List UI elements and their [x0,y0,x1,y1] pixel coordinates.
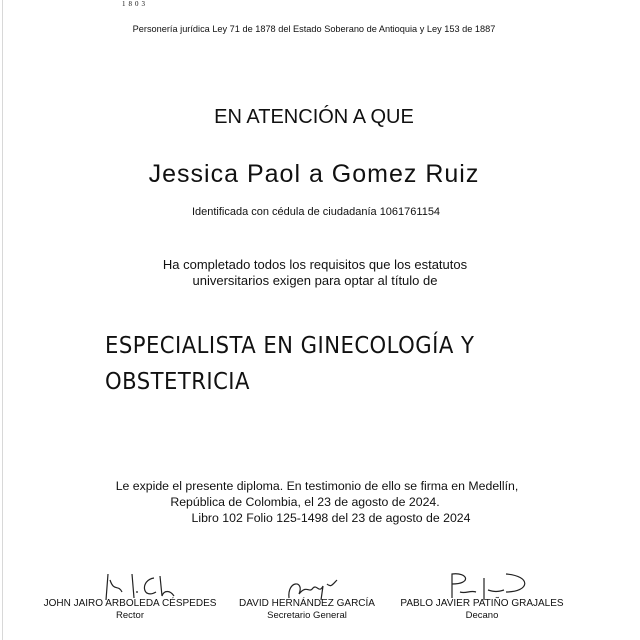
requirements-line: Ha completado todos los requisitos que los estatutos [162,257,468,272]
degree-line: ESPECIALISTA EN GINECOLOGÍA Y [105,333,475,359]
founding-year: 1803 [122,0,148,8]
signature-secretary [207,570,407,621]
issuance-line: Le expide el presente diploma. En testimonio de ello se firma en Medellín, [115,479,519,493]
signer-role: Secretario General [267,610,347,621]
issuance-text [0,478,640,526]
degree-line: OBSTETRICIA [105,369,250,395]
registry-line: Libro 102 Folio 125-1498 del 23 de agosto de 2024 [191,511,471,525]
signature-rector [30,570,230,621]
requirements-text [0,257,630,289]
signer-role: Decano [465,610,499,621]
signer-name: PABLO JAVIER PATIÑO GRAJALES [400,598,564,609]
signer-role: Rector [116,610,144,621]
legal-status: Personería jurídica Ley 71 de 1878 del Estado Soberano de Antioquia y Ley 153 de 1887 [132,24,496,34]
graduate-name: Jessica Paol a Gomez Ruiz [148,160,480,188]
heading: EN ATENCIÓN A QUE [214,106,414,128]
signature-dean [382,570,582,621]
degree-title [105,328,474,400]
signer-name: JOHN JAIRO ARBOLEDA CÉSPEDES [43,598,217,609]
issuance-line: República de Colombia, el 23 de agosto de 2024. [170,495,440,509]
signer-name: DAVID HERNÁNDEZ GARCÍA [239,598,375,609]
id-line: Identificada con cédula de ciudadanía 1061761154 [191,206,441,218]
page-edge [2,0,3,640]
requirements-line: universitarios exigen para optar al título de [192,273,438,288]
